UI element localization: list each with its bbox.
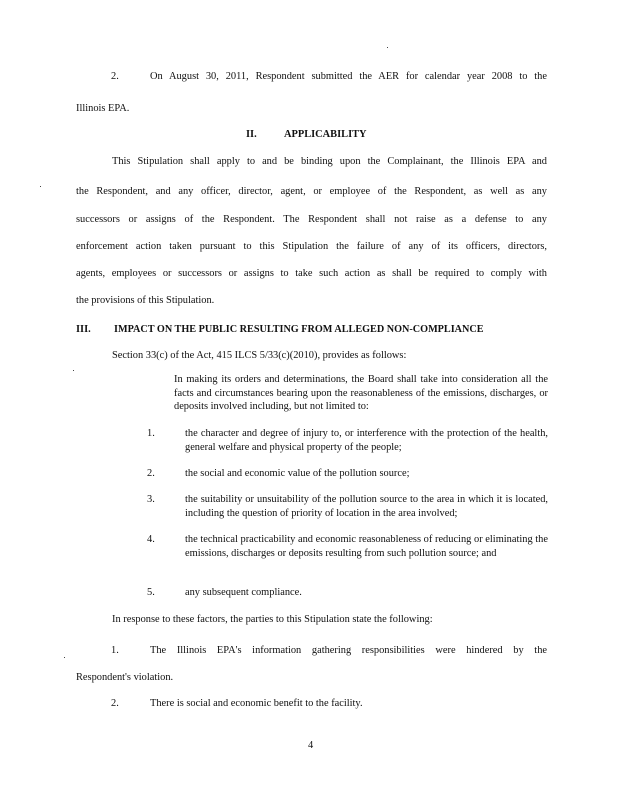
section-intro: Section 33(c) of the Act, 415 ILCS 5/33(c)(2010), provides as follows: [112, 350, 407, 361]
section-heading: APPLICABILITY [284, 129, 367, 140]
response-intro: In response to these factors, the parties to this Stipulation state the following: [112, 614, 433, 625]
paragraph-line: Illinois EPA. [76, 103, 130, 114]
paragraph-number: 2. [111, 71, 119, 82]
scan-speck [73, 370, 74, 371]
scan-speck [40, 186, 41, 187]
list-item-number: 3. [147, 494, 155, 505]
scan-speck [64, 657, 65, 658]
list-item-number: 2. [147, 468, 155, 479]
list-item-number: 4. [147, 534, 155, 545]
finding-number: 1. [111, 645, 119, 656]
block-quote: In making its orders and determinations, the Board shall take into consideration all the facts and circumstances bearing upon the reasonableness of the emissions, discharges, or deposits involved including, but not limited to: [174, 374, 548, 413]
body-line: the provisions of this Stipulation. [76, 295, 215, 306]
list-item [0, 533, 621, 575]
finding-line: There is social and economic benefit to the facility. [150, 698, 363, 709]
body-line: agents, employees or successors or assigns to take such action as shall be required to comply with [76, 268, 547, 279]
list-item [0, 467, 621, 482]
scan-speck [387, 47, 388, 48]
finding-number: 2. [111, 698, 119, 709]
list-item-text: the suitability or unsuitability of the pollution source to the area in which it is located, including the question of priority of location in the area involved; [185, 494, 548, 519]
list-item [0, 493, 621, 521]
list-item-text: the character and degree of injury to, or interference with the protection of the health, general welfare and physical property of the people; [185, 428, 548, 453]
list-item-text: the technical practicability and economic reasonableness of reducing or eliminating the emissions, discharges or deposits resulting from such pollution source; and [185, 534, 548, 559]
list-item [0, 586, 621, 601]
body-line: This Stipulation shall apply to and be binding upon the Complainant, the Illinois EPA and [112, 156, 547, 167]
section-numeral: III. [76, 324, 91, 335]
list-item-number: 5. [147, 587, 155, 598]
finding-line: The Illinois EPA's information gathering responsibilities were hindered by the [150, 645, 547, 656]
finding-line: Respondent's violation. [76, 672, 174, 683]
list-item [0, 427, 621, 455]
section-heading: IMPACT ON THE PUBLIC RESULTING FROM ALLEGED NON-COMPLIANCE [114, 324, 484, 335]
paragraph-line: On August 30, 2011, Respondent submitted the AER for calendar year 2008 to the [150, 71, 547, 82]
body-line: enforcement action taken pursuant to this Stipulation the failure of any of its officers, directors, [76, 241, 547, 252]
list-item-text: any subsequent compliance. [185, 587, 302, 598]
section-numeral: II. [246, 129, 257, 140]
body-line: the Respondent, and any officer, director, agent, or employee of the Respondent, as well as any [76, 186, 547, 197]
list-item-text: the social and economic value of the pollution source; [185, 468, 410, 479]
list-item-number: 1. [147, 428, 155, 439]
page-number: 4 [308, 740, 314, 751]
body-line: successors or assigns of the Respondent. The Respondent shall not raise as a defense to any [76, 214, 547, 225]
